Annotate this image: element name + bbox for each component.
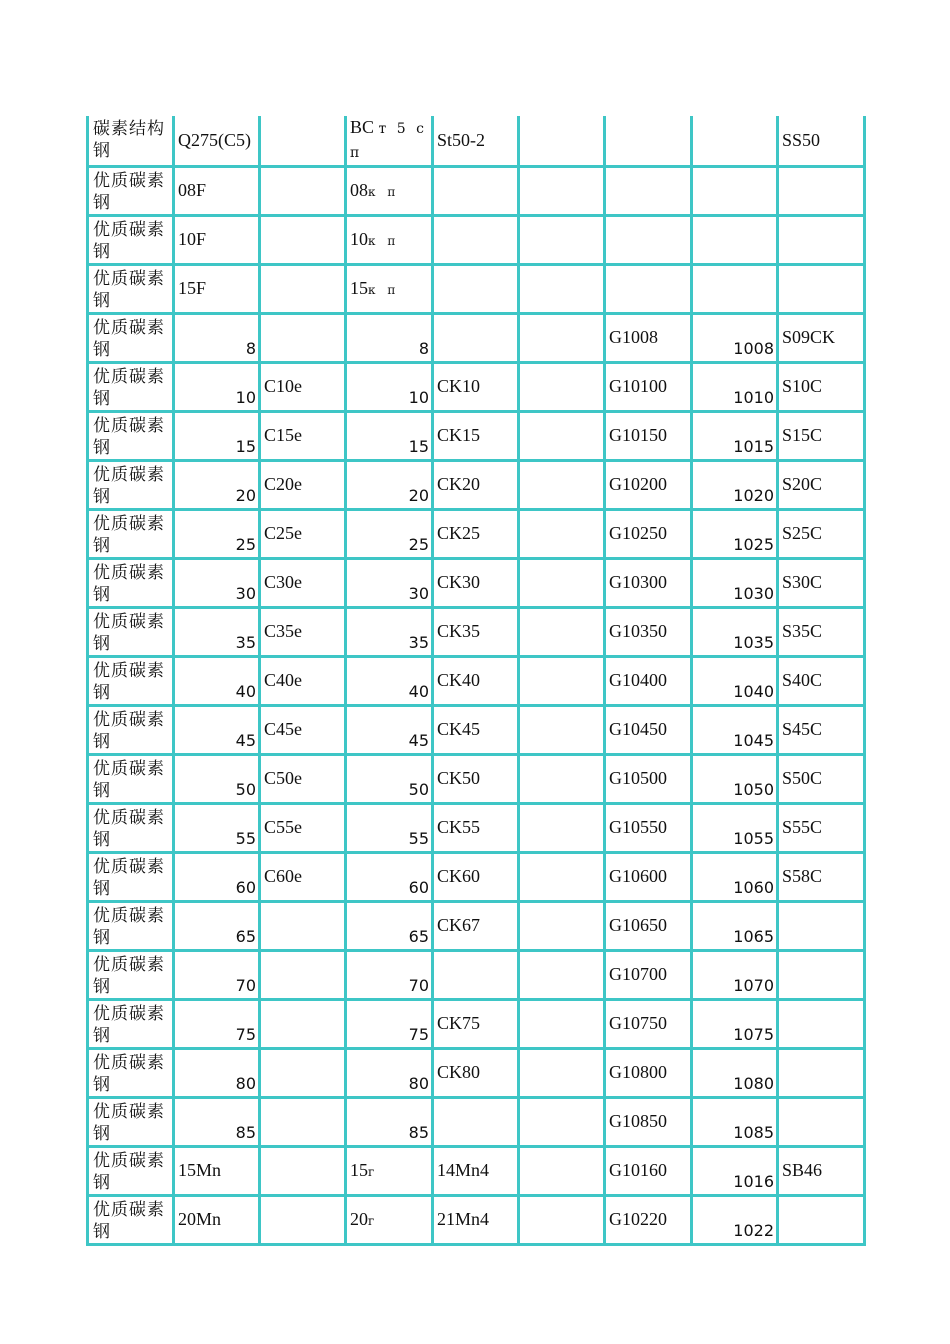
china-grade-cell: 70: [174, 950, 260, 999]
table-row: [88, 950, 865, 999]
table-row: [88, 705, 865, 754]
blank-grade-cell: [519, 460, 605, 509]
germany-grade-cell: CK50: [433, 754, 519, 803]
japan-grade-cell: [778, 166, 865, 215]
japan-grade-cell: S55C: [778, 803, 865, 852]
usa-aisi-grade-cell: [692, 116, 778, 166]
usa-uns-grade-cell: G10100: [605, 362, 692, 411]
usa-uns-grade-cell: G10850: [605, 1097, 692, 1146]
china-grade-cell: 85: [174, 1097, 260, 1146]
blank-grade-cell: [519, 1195, 605, 1244]
japan-grade-cell: [778, 1097, 865, 1146]
japan-grade-cell: S50C: [778, 754, 865, 803]
usa-uns-grade-cell: [605, 166, 692, 215]
blank-grade-cell: [519, 509, 605, 558]
usa-aisi-grade-cell: 1080: [692, 1048, 778, 1097]
russia-grade-cell: [346, 705, 433, 754]
blank-grade-cell: [519, 901, 605, 950]
russia-grade-suffix: к п: [368, 234, 400, 248]
japan-grade-cell: S30C: [778, 558, 865, 607]
steel-class-cell: 优质碳素钢: [88, 509, 174, 558]
china-grade-cell: 60: [174, 852, 260, 901]
usa-uns-grade-cell: G10600: [605, 852, 692, 901]
steel-class-cell: 优质碳素钢: [88, 1195, 174, 1244]
blank-grade-cell: [519, 411, 605, 460]
table-row: [88, 166, 865, 215]
japan-grade-cell: [778, 999, 865, 1048]
china-grade-cell: 65: [174, 901, 260, 950]
table-row: [88, 1195, 865, 1244]
steel-class-cell: 优质碳素钢: [88, 1048, 174, 1097]
table-row: [88, 509, 865, 558]
germany-grade-cell: CK67: [433, 901, 519, 950]
germany-grade-cell: CK35: [433, 607, 519, 656]
russia-grade-cell: [346, 215, 433, 264]
russia-grade-main: 15: [350, 278, 368, 298]
russia-grade-main: 15: [408, 436, 429, 456]
blank-grade-cell: [519, 558, 605, 607]
germany-grade-cell: CK30: [433, 558, 519, 607]
russia-grade-cell: [346, 1097, 433, 1146]
russia-grade-cell: [346, 901, 433, 950]
japan-grade-cell: [778, 1195, 865, 1244]
germany-grade-cell: 14Mn4: [433, 1146, 519, 1195]
iso-grade-cell: [260, 901, 346, 950]
blank-grade-cell: [519, 705, 605, 754]
japan-grade-cell: SS50: [778, 116, 865, 166]
japan-grade-cell: [778, 901, 865, 950]
russia-grade-main: 45: [408, 730, 429, 750]
iso-grade-cell: [260, 1097, 346, 1146]
steel-class-cell: 优质碳素钢: [88, 313, 174, 362]
germany-grade-cell: CK20: [433, 460, 519, 509]
blank-grade-cell: [519, 215, 605, 264]
russia-grade-cell: [346, 411, 433, 460]
japan-grade-cell: S25C: [778, 509, 865, 558]
germany-grade-cell: [433, 215, 519, 264]
russia-grade-cell: [346, 852, 433, 901]
china-grade-cell: 55: [174, 803, 260, 852]
table-row: [88, 901, 865, 950]
russia-grade-cell: [346, 264, 433, 313]
japan-grade-cell: [778, 264, 865, 313]
blank-grade-cell: [519, 950, 605, 999]
germany-grade-cell: CK15: [433, 411, 519, 460]
steel-class-cell: 优质碳素钢: [88, 166, 174, 215]
usa-aisi-grade-cell: [692, 166, 778, 215]
russia-grade-cell: [346, 362, 433, 411]
table-row: [88, 852, 865, 901]
usa-aisi-grade-cell: 1025: [692, 509, 778, 558]
blank-grade-cell: [519, 656, 605, 705]
steel-class-cell: 优质碳素钢: [88, 362, 174, 411]
steel-class-cell: 优质碳素钢: [88, 558, 174, 607]
table-row: [88, 999, 865, 1048]
usa-uns-grade-cell: G10200: [605, 460, 692, 509]
russia-grade-cell: [346, 116, 433, 166]
usa-uns-grade-cell: G10550: [605, 803, 692, 852]
russia-grade-main: 30: [408, 583, 429, 603]
japan-grade-cell: S20C: [778, 460, 865, 509]
japan-grade-cell: S09CK: [778, 313, 865, 362]
russia-grade-cell: [346, 509, 433, 558]
usa-uns-grade-cell: G10350: [605, 607, 692, 656]
china-grade-cell: 8: [174, 313, 260, 362]
iso-grade-cell: C20e: [260, 460, 346, 509]
russia-grade-main: 85: [408, 1122, 429, 1142]
germany-grade-cell: CK80: [433, 1048, 519, 1097]
germany-grade-cell: CK10: [433, 362, 519, 411]
steel-class-cell: 优质碳素钢: [88, 411, 174, 460]
iso-grade-cell: [260, 166, 346, 215]
steel-class-cell: 碳素结构钢: [88, 116, 174, 166]
usa-aisi-grade-cell: 1022: [692, 1195, 778, 1244]
usa-uns-grade-cell: G1008: [605, 313, 692, 362]
usa-aisi-grade-cell: 1065: [692, 901, 778, 950]
usa-aisi-grade-cell: 1040: [692, 656, 778, 705]
iso-grade-cell: [260, 215, 346, 264]
germany-grade-cell: 21Mn4: [433, 1195, 519, 1244]
blank-grade-cell: [519, 1146, 605, 1195]
usa-aisi-grade-cell: 1010: [692, 362, 778, 411]
russia-grade-cell: [346, 1048, 433, 1097]
russia-grade-cell: [346, 313, 433, 362]
iso-grade-cell: [260, 264, 346, 313]
iso-grade-cell: C40e: [260, 656, 346, 705]
blank-grade-cell: [519, 803, 605, 852]
china-grade-cell: 25: [174, 509, 260, 558]
russia-grade-suffix: к п: [368, 185, 400, 199]
table-row: [88, 116, 865, 166]
usa-aisi-grade-cell: [692, 215, 778, 264]
blank-grade-cell: [519, 313, 605, 362]
iso-grade-cell: C15e: [260, 411, 346, 460]
russia-grade-main: 20: [408, 485, 429, 505]
russia-grade-cell: [346, 1146, 433, 1195]
table-row: [88, 313, 865, 362]
china-grade-cell: 45: [174, 705, 260, 754]
iso-grade-cell: [260, 1048, 346, 1097]
russia-grade-main: 60: [408, 877, 429, 897]
china-grade-cell: 20Mn: [174, 1195, 260, 1244]
steel-class-cell: 优质碳素钢: [88, 754, 174, 803]
usa-aisi-grade-cell: 1015: [692, 411, 778, 460]
germany-grade-cell: CK75: [433, 999, 519, 1048]
blank-grade-cell: [519, 264, 605, 313]
usa-uns-grade-cell: G10700: [605, 950, 692, 999]
steel-grade-comparison-table: [86, 116, 866, 1246]
japan-grade-cell: [778, 950, 865, 999]
usa-aisi-grade-cell: 1050: [692, 754, 778, 803]
iso-grade-cell: C50e: [260, 754, 346, 803]
usa-aisi-grade-cell: 1085: [692, 1097, 778, 1146]
japan-grade-cell: [778, 215, 865, 264]
blank-grade-cell: [519, 116, 605, 166]
germany-grade-cell: [433, 166, 519, 215]
table-row: [88, 607, 865, 656]
usa-aisi-grade-cell: 1045: [692, 705, 778, 754]
germany-grade-cell: CK55: [433, 803, 519, 852]
usa-uns-grade-cell: G10450: [605, 705, 692, 754]
russia-grade-main: 40: [408, 681, 429, 701]
iso-grade-cell: [260, 999, 346, 1048]
russia-grade-main: 55: [408, 828, 429, 848]
table-row: [88, 411, 865, 460]
russia-grade-main: 65: [408, 926, 429, 946]
germany-grade-cell: St50-2: [433, 116, 519, 166]
russia-grade-suffix: г: [368, 1165, 379, 1179]
iso-grade-cell: C55e: [260, 803, 346, 852]
china-grade-cell: 10F: [174, 215, 260, 264]
russia-grade-main: 15: [350, 1160, 368, 1180]
russia-grade-main: 10: [408, 387, 429, 407]
iso-grade-cell: [260, 950, 346, 999]
iso-grade-cell: C45e: [260, 705, 346, 754]
russia-grade-main: 35: [408, 632, 429, 652]
usa-aisi-grade-cell: 1008: [692, 313, 778, 362]
china-grade-cell: 15F: [174, 264, 260, 313]
japan-grade-cell: S15C: [778, 411, 865, 460]
iso-grade-cell: [260, 116, 346, 166]
usa-uns-grade-cell: G10500: [605, 754, 692, 803]
russia-grade-main: 50: [408, 779, 429, 799]
iso-grade-cell: C30e: [260, 558, 346, 607]
russia-grade-cell: [346, 166, 433, 215]
russia-grade-cell: [346, 1195, 433, 1244]
russia-grade-main: 8: [418, 338, 429, 358]
china-grade-cell: Q275(C5): [174, 116, 260, 166]
russia-grade-main: 08: [350, 180, 368, 200]
china-grade-cell: 80: [174, 1048, 260, 1097]
china-grade-cell: 50: [174, 754, 260, 803]
germany-grade-cell: CK60: [433, 852, 519, 901]
russia-grade-suffix: т 5 с п: [350, 121, 427, 162]
russia-grade-main: 80: [408, 1073, 429, 1093]
table-row: [88, 656, 865, 705]
japan-grade-cell: SB46: [778, 1146, 865, 1195]
blank-grade-cell: [519, 166, 605, 215]
steel-class-cell: 优质碳素钢: [88, 215, 174, 264]
china-grade-cell: 30: [174, 558, 260, 607]
iso-grade-cell: C35e: [260, 607, 346, 656]
steel-class-cell: 优质碳素钢: [88, 264, 174, 313]
russia-grade-main: 25: [408, 534, 429, 554]
japan-grade-cell: [778, 1048, 865, 1097]
iso-grade-cell: [260, 313, 346, 362]
russia-grade-cell: [346, 999, 433, 1048]
usa-uns-grade-cell: [605, 116, 692, 166]
table-row: [88, 803, 865, 852]
germany-grade-cell: CK25: [433, 509, 519, 558]
russia-grade-main: 70: [408, 975, 429, 995]
russia-grade-cell: [346, 803, 433, 852]
blank-grade-cell: [519, 1048, 605, 1097]
iso-grade-cell: C60e: [260, 852, 346, 901]
table-body: [88, 116, 865, 1244]
usa-uns-grade-cell: G10160: [605, 1146, 692, 1195]
germany-grade-cell: [433, 1097, 519, 1146]
iso-grade-cell: [260, 1146, 346, 1195]
china-grade-cell: 40: [174, 656, 260, 705]
germany-grade-cell: [433, 313, 519, 362]
iso-grade-cell: [260, 1195, 346, 1244]
usa-aisi-grade-cell: 1035: [692, 607, 778, 656]
japan-grade-cell: S45C: [778, 705, 865, 754]
russia-grade-main: BC: [350, 117, 375, 138]
germany-grade-cell: CK45: [433, 705, 519, 754]
russia-grade-main: 20: [350, 1209, 368, 1229]
usa-aisi-grade-cell: [692, 264, 778, 313]
china-grade-cell: 35: [174, 607, 260, 656]
japan-grade-cell: S58C: [778, 852, 865, 901]
china-grade-cell: 10: [174, 362, 260, 411]
germany-grade-cell: [433, 950, 519, 999]
usa-uns-grade-cell: [605, 264, 692, 313]
blank-grade-cell: [519, 1097, 605, 1146]
blank-grade-cell: [519, 362, 605, 411]
steel-class-cell: 优质碳素钢: [88, 1097, 174, 1146]
usa-uns-grade-cell: G10800: [605, 1048, 692, 1097]
china-grade-cell: 15Mn: [174, 1146, 260, 1195]
usa-uns-grade-cell: G10250: [605, 509, 692, 558]
blank-grade-cell: [519, 852, 605, 901]
steel-class-cell: 优质碳素钢: [88, 901, 174, 950]
steel-class-cell: 优质碳素钢: [88, 950, 174, 999]
china-grade-cell: 75: [174, 999, 260, 1048]
usa-aisi-grade-cell: 1020: [692, 460, 778, 509]
steel-class-cell: 优质碳素钢: [88, 460, 174, 509]
russia-grade-suffix: г: [368, 1214, 379, 1228]
table-row: [88, 215, 865, 264]
usa-uns-grade-cell: G10150: [605, 411, 692, 460]
blank-grade-cell: [519, 754, 605, 803]
usa-uns-grade-cell: G10220: [605, 1195, 692, 1244]
usa-aisi-grade-cell: 1075: [692, 999, 778, 1048]
russia-grade-suffix: к п: [368, 283, 400, 297]
usa-aisi-grade-cell: 1070: [692, 950, 778, 999]
germany-grade-cell: CK40: [433, 656, 519, 705]
steel-class-cell: 优质碳素钢: [88, 999, 174, 1048]
usa-uns-grade-cell: G10650: [605, 901, 692, 950]
steel-class-cell: 优质碳素钢: [88, 1146, 174, 1195]
russia-grade-cell: [346, 460, 433, 509]
steel-class-cell: 优质碳素钢: [88, 852, 174, 901]
table-row: [88, 558, 865, 607]
iso-grade-cell: C25e: [260, 509, 346, 558]
germany-grade-cell: [433, 264, 519, 313]
table-row: [88, 362, 865, 411]
iso-grade-cell: C10e: [260, 362, 346, 411]
steel-class-cell: 优质碳素钢: [88, 607, 174, 656]
usa-aisi-grade-cell: 1060: [692, 852, 778, 901]
russia-grade-cell: [346, 607, 433, 656]
table-row: [88, 460, 865, 509]
usa-uns-grade-cell: G10750: [605, 999, 692, 1048]
table-row: [88, 1048, 865, 1097]
usa-aisi-grade-cell: 1016: [692, 1146, 778, 1195]
russia-grade-cell: [346, 754, 433, 803]
steel-class-cell: 优质碳素钢: [88, 705, 174, 754]
russia-grade-cell: [346, 950, 433, 999]
blank-grade-cell: [519, 999, 605, 1048]
japan-grade-cell: S40C: [778, 656, 865, 705]
steel-class-cell: 优质碳素钢: [88, 656, 174, 705]
usa-uns-grade-cell: [605, 215, 692, 264]
blank-grade-cell: [519, 607, 605, 656]
russia-grade-cell: [346, 656, 433, 705]
table-row: [88, 1146, 865, 1195]
steel-class-cell: 优质碳素钢: [88, 803, 174, 852]
usa-uns-grade-cell: G10300: [605, 558, 692, 607]
table-row: [88, 264, 865, 313]
russia-grade-main: 75: [408, 1024, 429, 1044]
table-row: [88, 1097, 865, 1146]
usa-aisi-grade-cell: 1055: [692, 803, 778, 852]
china-grade-cell: 15: [174, 411, 260, 460]
usa-uns-grade-cell: G10400: [605, 656, 692, 705]
table-row: [88, 754, 865, 803]
japan-grade-cell: S35C: [778, 607, 865, 656]
russia-grade-main: 10: [350, 229, 368, 249]
russia-grade-cell: [346, 558, 433, 607]
china-grade-cell: 08F: [174, 166, 260, 215]
usa-aisi-grade-cell: 1030: [692, 558, 778, 607]
japan-grade-cell: S10C: [778, 362, 865, 411]
china-grade-cell: 20: [174, 460, 260, 509]
